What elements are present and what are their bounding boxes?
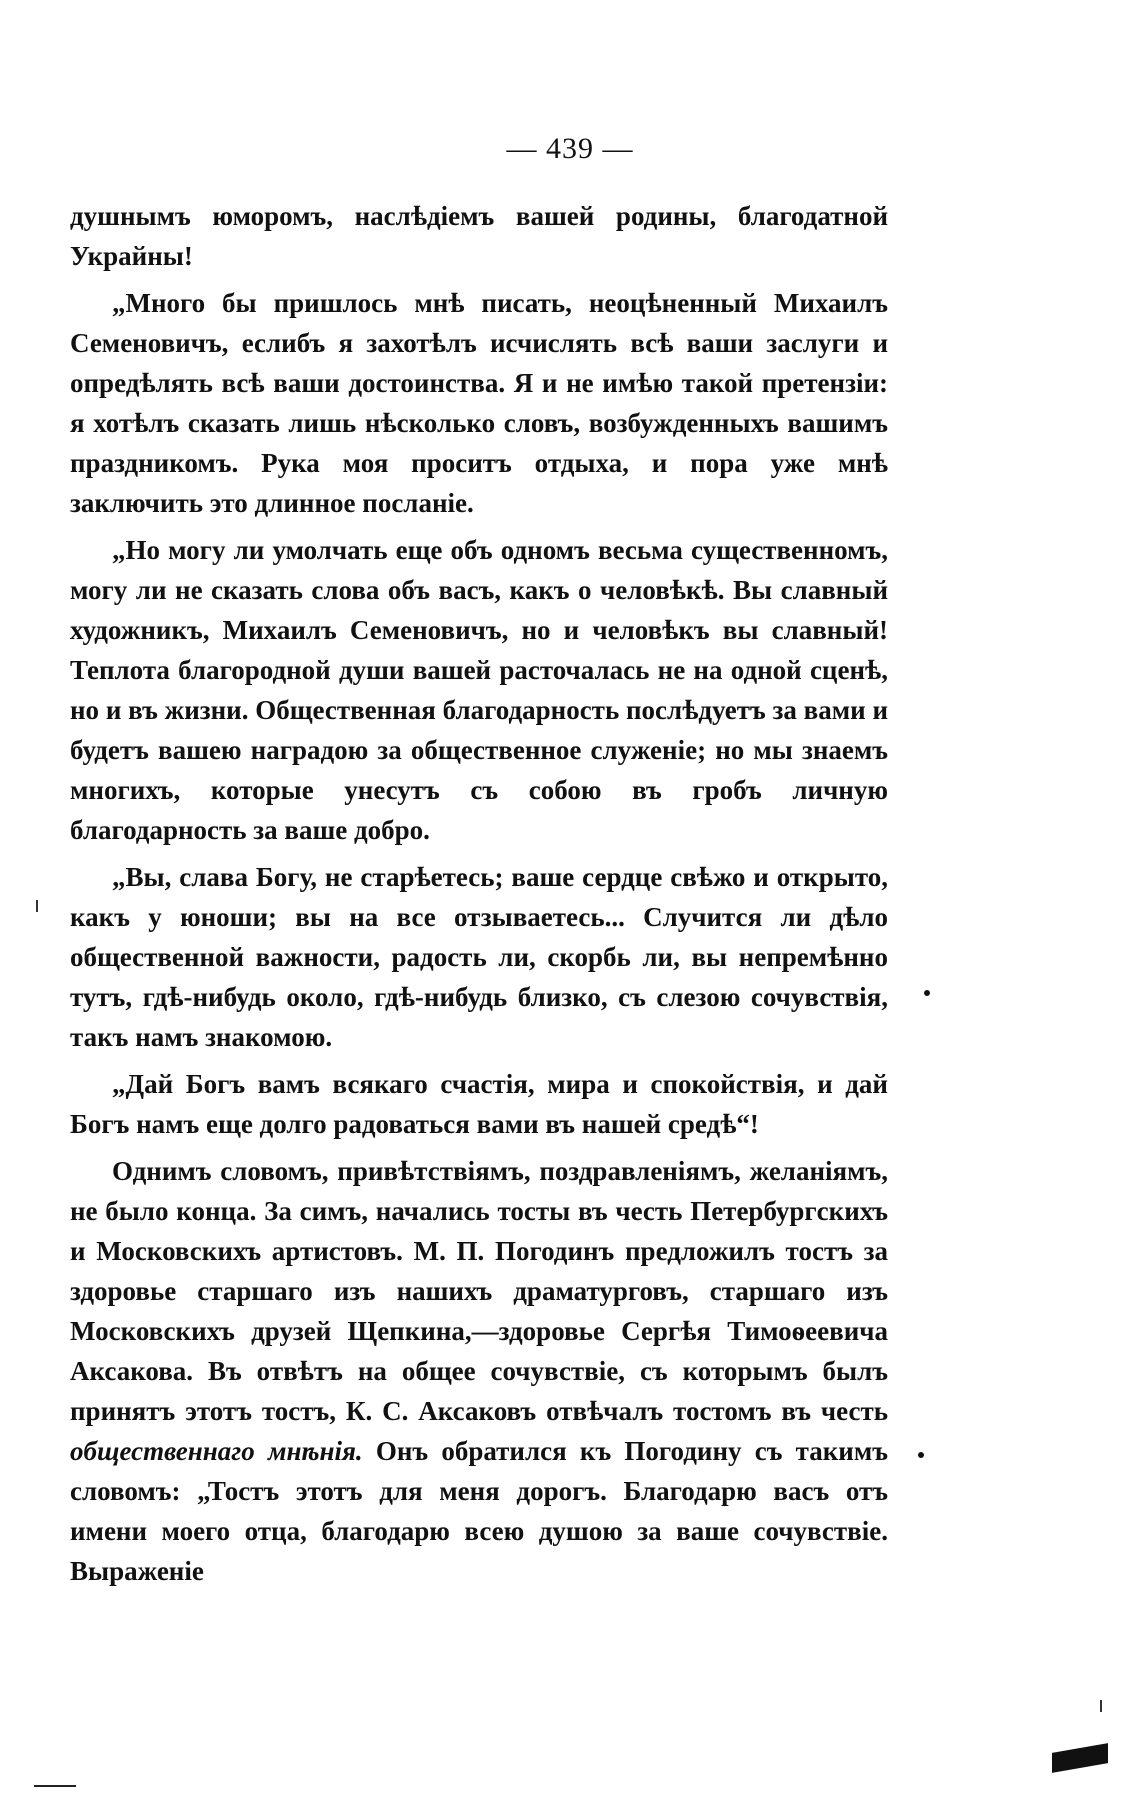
page-number: — 439 — xyxy=(506,132,634,165)
paragraph-final xyxy=(70,1151,888,1591)
paragraph: „Много бы пришлось мнѣ писать, неоцѣненный Михаилъ Семеновичъ, еслибъ я захотѣлъ исчислять всѣ ваши заслуги и опредѣлять всѣ ваши достоинства. Я и не имѣю такой претензіи: я хотѣлъ сказать лишь нѣсколько словъ, возбужденныхъ вашимъ праздникомъ. Рука моя проситъ отдыха, и пора уже мнѣ заключить это длинное посланіе. xyxy=(70,288,888,518)
emphasized-phrase: общественнаго мнѣнія. xyxy=(70,1436,363,1466)
corner-ink-mark xyxy=(1052,1743,1108,1773)
paragraph: „Но могу ли умолчать еще объ одномъ весьма существенномъ, могу ли не сказать слова объ васъ, какъ о человѣкѣ. Вы славный художникъ, Михаилъ Семеновичъ, но и человѣкъ вы славный! Теплота благородной души вашей расточалась не на одной сценѣ, но и въ жизни. Общественная благодарность послѣдуетъ за вами и будетъ вашею наградою за общественное служеніе; но мы знаемъ многихъ, которые унесутъ съ собою въ гробъ личную благодарность за ваше добро. xyxy=(70,535,888,845)
margin-tick-mark xyxy=(36,900,38,912)
margin-dot-mark xyxy=(918,1452,924,1458)
paragraph-text: Однимъ словомъ, привѣтствіямъ, поздравленіямъ, желаніямъ, не было конца. За симъ, начались тосты въ честь Петербургскихъ и Московскихъ артистовъ. М. П. Погодинъ предложилъ тостъ за здоровье старшаго изъ нашихъ драматурговъ, старшаго изъ Московскихъ друзей Щепкина,—здоровье Сергѣя Тимоѳеевича Аксакова. Въ отвѣтъ на общее сочувствіе, съ которымъ былъ принятъ этотъ тостъ, К. С. Аксаковъ отвѣчалъ тостомъ въ честь xyxy=(70,1156,888,1426)
paragraph-continuation: душнымъ юморомъ, наслѣдіемъ вашей родины, благодатной Украйны! xyxy=(70,201,888,271)
text-body xyxy=(70,196,888,1598)
paragraph-text: Онъ обратился къ Погодину съ такимъ словомъ: „Тостъ этотъ для меня дорогъ. Благодарю васъ отъ имени моего отца, благодарю всею душою за ваше сочувствіе. Выраженіе xyxy=(70,1436,889,1586)
margin-dot-mark xyxy=(924,990,930,996)
paragraph: „Дай Богъ вамъ всякаго счастія, мира и спокойствія, и дай Богъ намъ еще долго радоваться вами въ нашей средѣ“! xyxy=(70,1069,888,1139)
margin-tick-mark xyxy=(1100,1700,1102,1712)
bottom-rule-mark xyxy=(34,1785,76,1787)
paragraph: „Вы, слава Богу, не старѣетесь; ваше сердце свѣжо и открыто, какъ у юноши; вы на все отзываетесь... Случится ли дѣло общественной важности, радость ли, скорбь ли, вы непремѣнно тутъ, гдѣ-нибудь около, гдѣ-нибудь близко, съ слезою сочувствія, такъ намъ знакомою. xyxy=(70,862,888,1052)
